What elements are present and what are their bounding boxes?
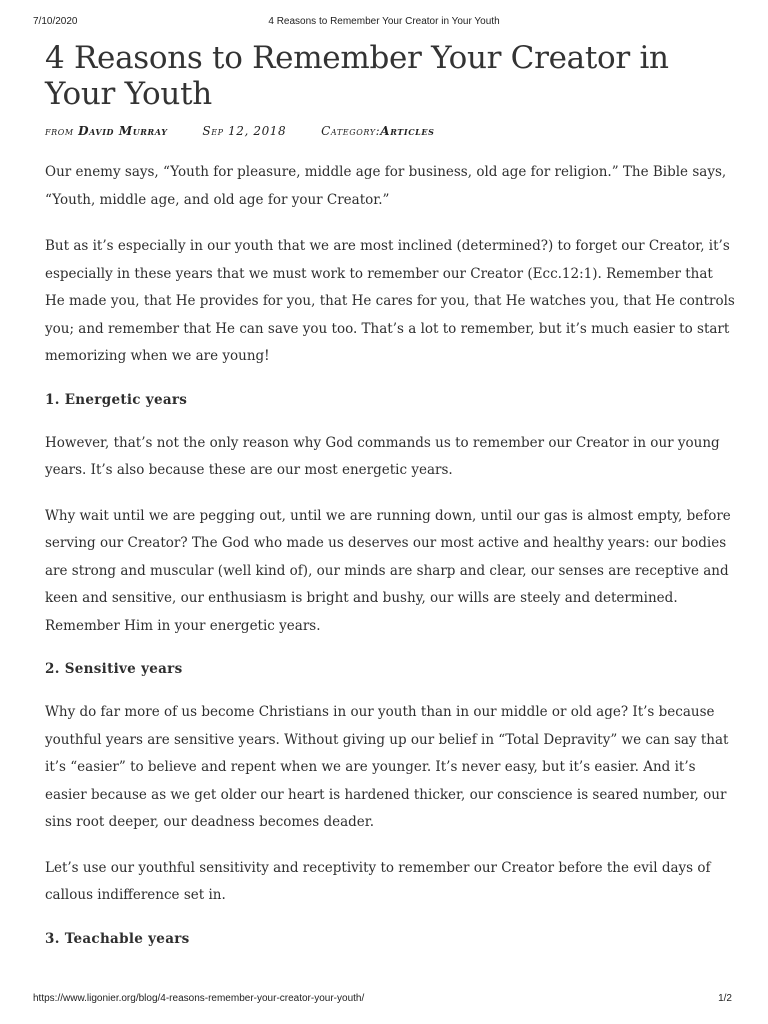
article-title: 4 Reasons to Remember Your Creator in Your Youth bbox=[45, 40, 669, 112]
section-heading-energetic: 1. Energetic years bbox=[45, 391, 188, 408]
intro-paragraph: Our enemy says, “Youth for pleasure, middle age for business, old age for religion.” The Bible says, “Youth, middle age, and old age for your Creator.” bbox=[45, 164, 727, 208]
section-paragraph: However, that’s not the only reason why God commands us to remember our Creator in our young years. It’s also because these are our most energetic years. bbox=[45, 434, 720, 478]
print-page-title: 4 Reasons to Remember Your Creator in Your Youth bbox=[268, 16, 500, 27]
article-meta bbox=[45, 124, 735, 142]
meta-date: Sep 12, 2018 bbox=[202, 124, 287, 138]
section-paragraph: Why wait until we are pegging out, until we are running down, until our gas is almost empty, before serving our Creator? The God who made us deserves our most active and healthy years: our bodies are strong and muscular (well kind of), our minds are sharp and clear, our senses are receptive and keen and sensitive, our enthusiasm is bright and bushy, our wills are steely and determined. Remember Him in your energetic years. bbox=[45, 507, 731, 634]
meta-from-label: from bbox=[45, 124, 74, 138]
print-url: https://www.ligonier.org/blog/4-reasons-remember-your-creator-your-youth/ bbox=[33, 993, 365, 1004]
page-number: 1/2 bbox=[718, 993, 732, 1004]
meta-category-label: Category: bbox=[321, 124, 381, 138]
category-link[interactable]: Articles bbox=[380, 124, 435, 138]
section-paragraph: Let’s use our youthful sensitivity and receptivity to remember our Creator before the evil days of callous indifference set in. bbox=[45, 859, 711, 903]
section-heading-sensitive: 2. Sensitive years bbox=[45, 661, 183, 677]
print-date: 7/10/2020 bbox=[33, 16, 78, 27]
section-paragraph: Why do far more of us become Christians in our youth than in our middle or old age? It’s because youthful years are sensitive years. Without giving up our belief in “Total Depravity” we can say that it’s “easier” to believe and repent when we are younger. It’s never easy, but it’s easier. And it’s easier because as we get older our heart is hardened thicker, our conscience is seared number, our sins root deeper, our deadness becomes deader. bbox=[45, 704, 729, 830]
author-link[interactable]: David Murray bbox=[78, 124, 168, 138]
section-heading-teachable: 3. Teachable years bbox=[45, 930, 190, 947]
intro-paragraph: But as it’s especially in our youth that we are most inclined (determined?) to forget our Creator, it’s especially in these years that we must work to remember our Creator (Ecc.12:1). Remember that He made you, that He provides for you, that He cares for you, that He watches you, that He controls you; and remember that He can save you too. That’s a lot to remember, but it’s much easier to start memorizing when we are young! bbox=[45, 238, 735, 364]
article bbox=[45, 40, 735, 953]
